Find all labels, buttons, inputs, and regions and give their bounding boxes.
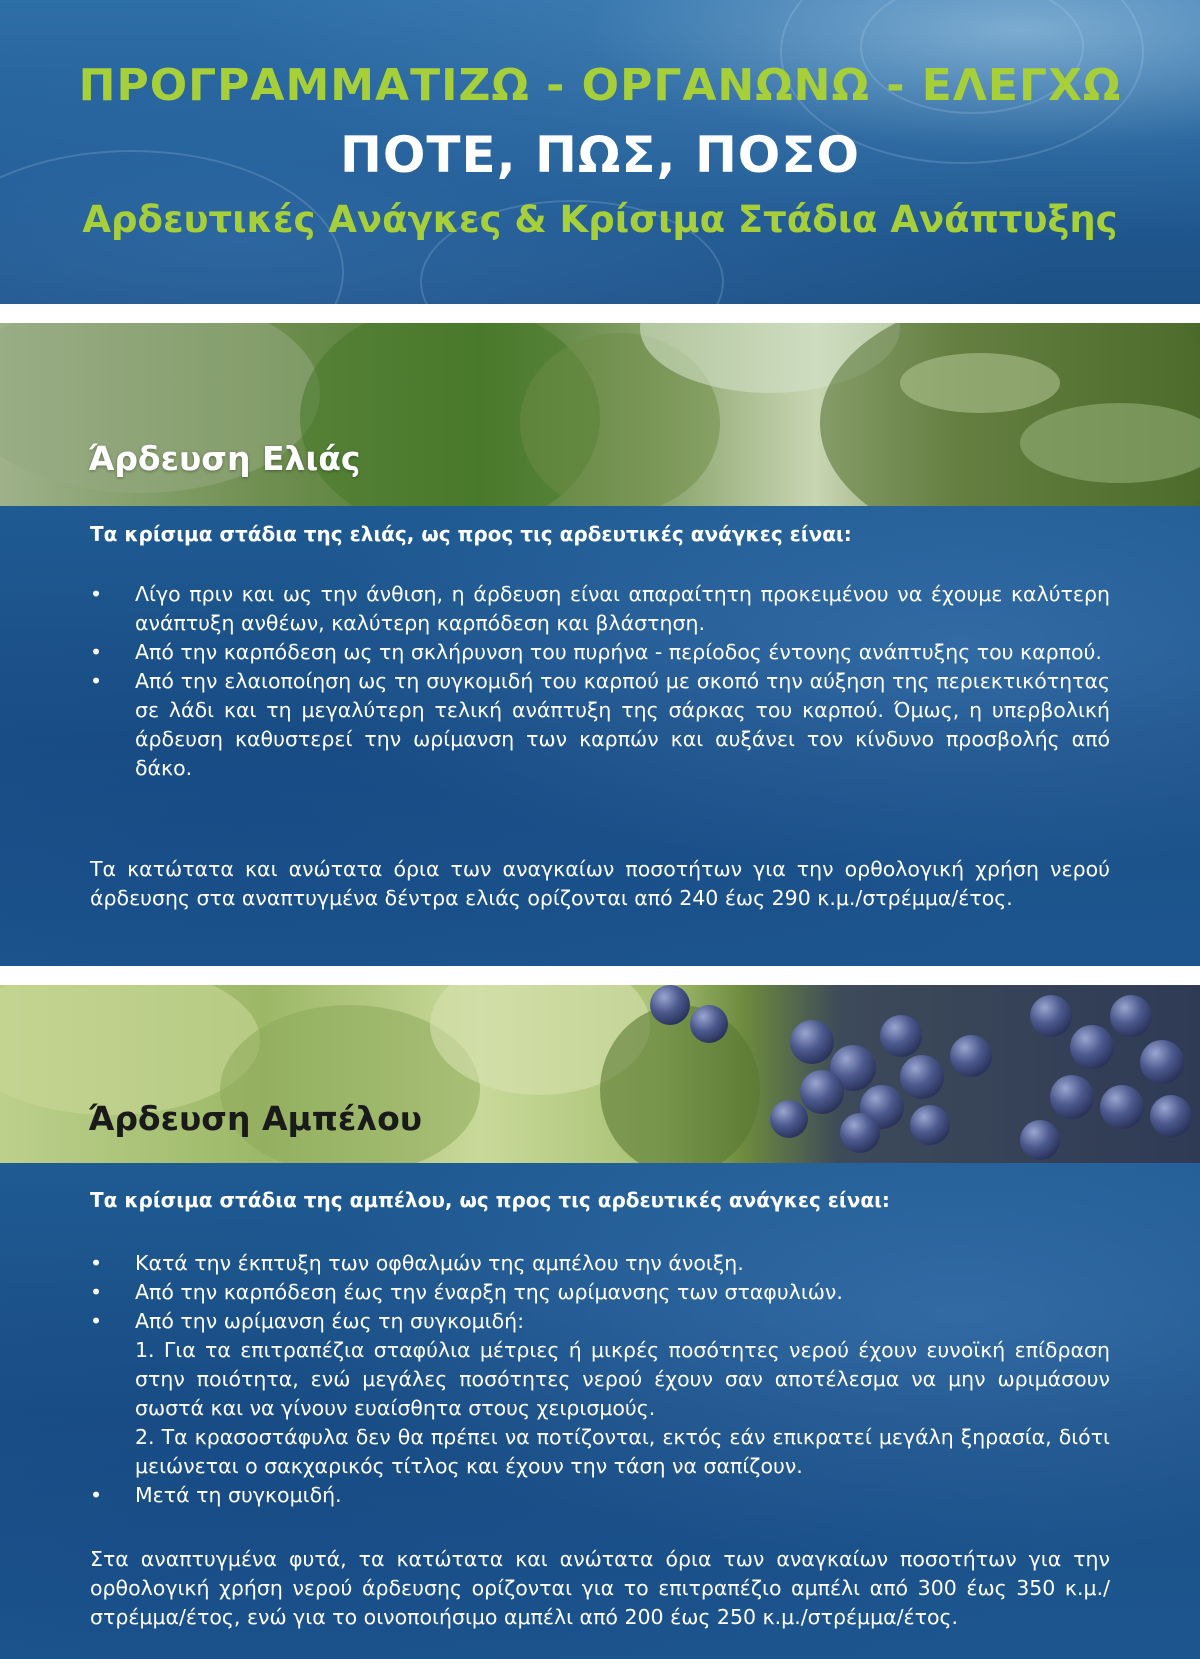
olive-lead: Τα κρίσιμα στάδια της ελιάς, ως προς τις αρδευτικές ανάγκες είναι: xyxy=(90,522,852,546)
vine-lead: Τα κρίσιμα στάδια της αμπέλου, ως προς τις αρδευτικές ανάγκες είναι: xyxy=(90,1188,890,1212)
olive-stage-list xyxy=(90,580,1110,783)
olive-photo-strip xyxy=(0,323,1200,506)
bullet: • xyxy=(90,582,103,606)
header-subtitle: Αρδευτικές Ανάγκες & Κρίσιμα Στάδια Ανάπτυξης xyxy=(82,198,1118,241)
bullet: • xyxy=(90,1251,103,1275)
vine-stage-list xyxy=(90,1249,1110,1510)
list-item: • Από την καρπόδεση έως την έναρξη της ωρίμανσης των σταφυλιών. xyxy=(90,1278,1110,1307)
bullet: • xyxy=(90,1280,103,1304)
header-title-line1: ΠΡΟΓΡΑΜΜΑΤΙΖΩ - ΟΡΓΑΝΩΝΩ - ΕΛΕΓΧΩ xyxy=(78,60,1122,111)
header-title-line2: ΠΟΤΕ, ΠΩΣ, ΠΟΣΟ xyxy=(340,126,860,184)
olive-closing-paragraph: Τα κατώτατα και ανώτατα όρια των αναγκαίων ποσοτήτων για την ορθολογική χρήση νερού άρδευσης στα αναπτυγμένα δέντρα ελιάς ορίζονται από 240 έως 290 κ.μ./στρέμμα/έτος. xyxy=(90,857,1110,910)
vine-text-panel xyxy=(0,1163,1200,1659)
vine-subitem-wine-grapes: 2. Τα κρασοστάφυλα δεν θα πρέπει να ποτίζονται, εκτός εάν επικρατεί μεγάλη ξηρασία, διότι μειώνεται ο σακχαρικός τίτλος και έχουν την τάση να σαπίζουν. xyxy=(135,1425,1110,1478)
olive-text-panel xyxy=(0,506,1200,966)
grape-photo-strip xyxy=(0,985,1200,1163)
header-banner xyxy=(0,0,1200,304)
vine-subitem-table-grapes: 1. Για τα επιτραπέζια σταφύλια μέτριες ή μικρές ποσότητες νερού έχουν ευνοϊκή επίδραση στην ποιότητα, ενώ μεγάλες ποσότητες νερού έχουν σαν αποτέλεσμα να μην ωριμάσουν σωστά και να γίνουν ευαίσθητα στους χειρισμούς. xyxy=(135,1338,1110,1420)
list-item: • Από την ελαιοποίηση ως τη συγκομιδή του καρπού με σκοπό την αύξηση της περιεκτικότητας σε λάδι και τη μεγαλύτερη τελική ανάπτυξη της σάρκας του καρπού. Όμως, η υπερβολική άρδευση καθυστερεί την ωρίμανση των καρπών και αυξάνει τον κίνδυνο προσβολής από δάκο. xyxy=(90,669,1110,780)
vine-section-title: Άρδευση Αμπέλου xyxy=(88,1099,423,1138)
bullet: • xyxy=(90,1483,103,1507)
bullet: • xyxy=(90,640,103,664)
bullet: • xyxy=(90,669,103,693)
vine-closing-paragraph: Στα αναπτυγμένα φυτά, τα κατώτατα και ανώτατα όρια των αναγκαίων ποσοτήτων για την ορθολογική χρήση νερού άρδευσης ορίζονται για το επιτραπέζιο αμπέλι από 300 έως 350 κ.μ./ στρέμμα/έτος, ενώ για το οινοποιήσιμο αμπέλι από 200 έως 250 κ.μ./στρέμμα/έτος. xyxy=(90,1547,1110,1629)
list-item: • Κατά την έκπτυξη των οφθαλμών της αμπέλου την άνοιξη. xyxy=(90,1249,1110,1278)
list-item: • Λίγο πριν και ως την άνθιση, η άρδευση είναι απαραίτητη προκειμένου να έχουμε καλύτερη ανάπτυξη ανθέων, καλύτερη καρπόδεση και βλάστηση. xyxy=(90,582,1110,635)
olive-section-title: Άρδευση Ελιάς xyxy=(88,439,361,478)
bullet: • xyxy=(90,1309,103,1333)
list-item: • Από την ωρίμανση έως τη συγκομιδή: 1. Για τα επιτραπέζια σταφύλια μέτριες ή μικρές ποσότητες νερού έχουν ευνοϊκή επίδραση στην ποιότητα, ενώ μεγάλες ποσότητες νερού έχουν σαν αποτέλεσμα να μην ωριμάσουν σωστά και να γίνουν ευαίσθητα στους χειρισμούς. 2. Τα κρασοστάφυλα δεν θα πρέπει να ποτίζονται, εκτός εάν επικρατεί μεγάλη ξηρασία, διότι μειώνεται ο σακχαρικός τίτλος και έχουν την τάση να σαπίζουν. xyxy=(90,1307,1110,1481)
list-item: • Από την καρπόδεση ως τη σκλήρυνση του πυρήνα - περίοδος έντονης ανάπτυξης του καρπού. xyxy=(90,638,1110,667)
list-item: • Μετά τη συγκομιδή. xyxy=(90,1481,1110,1510)
